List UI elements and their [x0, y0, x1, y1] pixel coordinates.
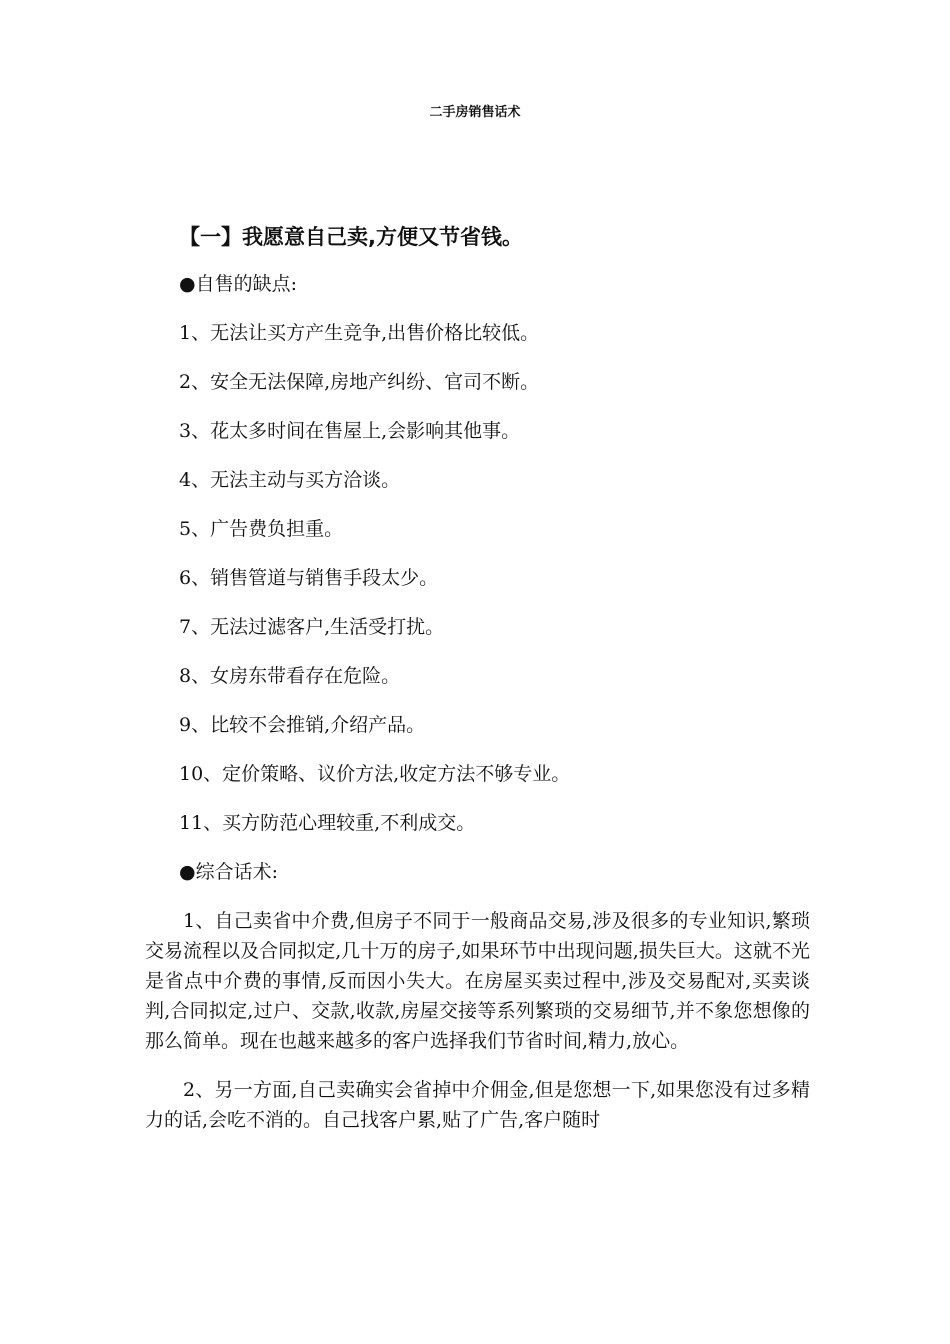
list-item: 1、无法让买方产生竞争,出售价格比较低。 [179, 322, 540, 344]
list-item: 3、花太多时间在售屋上,会影响其他事。 [179, 420, 521, 442]
script-paragraph: 1、自己卖省中介费,但房子不同于一般商品交易,涉及很多的专业知识,繁琐交易流程以及合同拟定,几十万的房子,如果环节中出现问题,损失巨大。这就不光是省点中介费的事情,反而因小失大。在房屋买卖过程中,涉及交易配对,买卖谈判,合同拟定,过户、交款,收款,房屋交接等系列繁琐的交易细节,并不象您想像的那么简单。现在也越来越多的客户选择我们节省时间,精力,放心。 [145, 910, 810, 1052]
list-item: 7、无法过滤客户,生活受打扰。 [179, 616, 445, 638]
list-item: 11、买方防范心理较重,不利成交。 [179, 812, 476, 834]
list-item: 2、安全无法保障,房地产纠纷、官司不断。 [179, 371, 540, 393]
list-item: 8、女房东带看存在危险。 [179, 665, 401, 687]
list-item: 6、销售管道与销售手段太少。 [179, 567, 439, 589]
document-body [145, 222, 810, 1154]
script-heading: ●综合话术: [179, 861, 278, 883]
list-item: 9、比较不会推销,介绍产品。 [179, 714, 426, 736]
list-item: 10、定价策略、议价方法,收定方法不够专业。 [179, 763, 571, 785]
document-title: 二手房销售话术 [429, 105, 521, 120]
section-heading: 【一】我愿意自己卖,方便又节省钱。 [179, 225, 523, 249]
drawbacks-list [145, 318, 810, 838]
list-item: 5、广告费负担重。 [179, 518, 344, 540]
list-item: 4、无法主动与买方洽谈。 [179, 469, 401, 491]
script-paragraph: 2、另一方面,自己卖确实会省掉中介佣金,但是您想一下,如果您没有过多精力的话,会吃不消的。自己找客户累,贴了广告,客户随时 [145, 1079, 810, 1131]
drawbacks-heading: ●自售的缺点: [179, 273, 297, 295]
